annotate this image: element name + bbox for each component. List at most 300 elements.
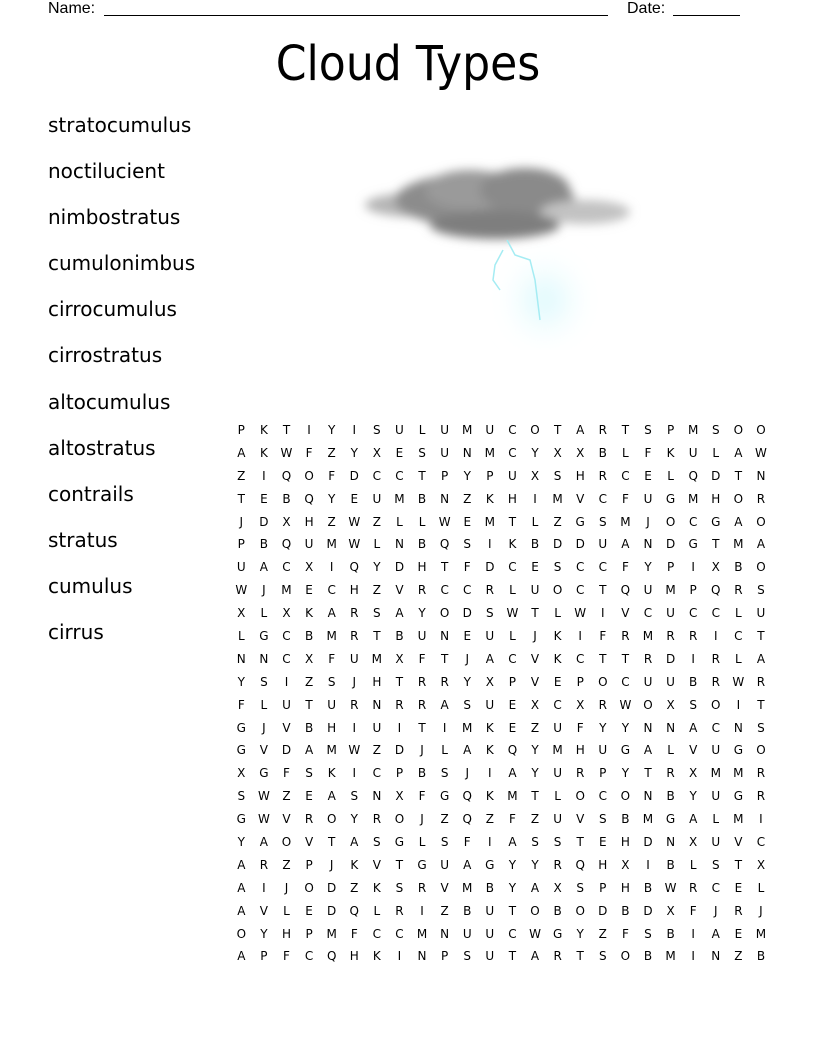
grid-letter[interactable]: X [576,697,585,712]
grid-letter[interactable]: I [578,629,582,644]
grid-letter[interactable]: M [462,423,473,437]
grid-letter[interactable]: M [687,491,699,506]
grid-letter[interactable]: S [553,560,562,575]
grid-letter[interactable]: I [307,423,311,437]
grid-letter[interactable]: H [620,880,630,895]
grid-letter[interactable]: P [508,674,517,689]
grid-letter[interactable]: S [598,514,607,529]
grid-letter[interactable]: T [237,491,245,506]
grid-letter[interactable]: N [394,537,404,552]
grid-letter[interactable]: Q [462,812,472,827]
grid-letter[interactable]: V [530,674,540,689]
grid-letter[interactable]: X [395,651,404,666]
grid-letter[interactable]: X [282,514,291,529]
grid-letter[interactable]: S [553,468,562,483]
grid-letter[interactable]: K [327,766,336,781]
grid-letter[interactable]: G [394,835,405,850]
grid-letter[interactable]: U [236,560,246,575]
grid-letter[interactable]: R [666,629,675,644]
grid-letter[interactable]: H [372,674,382,689]
grid-letter[interactable]: A [304,743,314,758]
grid-letter[interactable]: C [711,720,720,735]
grid-letter[interactable]: L [509,583,516,598]
grid-letter[interactable]: R [756,789,766,804]
grid-letter[interactable]: S [395,880,404,895]
grid-letter[interactable]: Y [237,835,245,850]
grid-letter[interactable]: A [327,789,336,804]
grid-letter[interactable]: I [397,720,402,735]
grid-letter[interactable]: W [348,743,361,758]
grid-letter[interactable]: K [485,743,494,758]
grid-letter[interactable]: R [395,697,404,712]
grid-letter[interactable]: E [260,491,268,506]
grid-letter[interactable]: A [463,857,472,872]
grid-letter[interactable]: R [553,857,562,872]
grid-letter[interactable]: O [552,583,563,598]
grid-letter[interactable]: O [620,949,631,964]
grid-letter[interactable]: U [372,491,382,506]
grid-letter[interactable]: L [237,629,245,644]
grid-letter[interactable]: Q [326,949,337,964]
grid-letter[interactable]: C [508,926,517,941]
grid-letter[interactable]: C [304,949,314,964]
grid-letter[interactable]: C [508,560,517,575]
grid-letter[interactable]: X [689,766,698,781]
grid-letter[interactable]: J [646,514,650,529]
grid-letter[interactable]: V [576,812,585,827]
grid-letter[interactable]: B [756,949,766,964]
grid-letter[interactable]: Z [440,812,449,827]
grid-letter[interactable]: F [644,445,652,460]
grid-letter[interactable]: O [326,812,337,827]
grid-letter[interactable]: E [553,674,562,689]
grid-letter[interactable]: U [485,423,495,437]
grid-letter[interactable]: K [259,445,268,460]
grid-letter[interactable]: M [326,743,337,758]
grid-letter[interactable]: S [237,789,246,804]
grid-letter[interactable]: M [281,583,292,598]
grid-letter[interactable]: M [665,583,676,598]
grid-letter[interactable]: O [643,697,653,712]
grid-letter[interactable]: U [756,606,766,621]
grid-letter[interactable]: T [508,514,517,529]
grid-letter[interactable]: U [462,926,472,941]
grid-letter[interactable]: G [665,491,676,506]
grid-letter[interactable]: N [236,651,246,666]
grid-letter[interactable]: O [394,812,405,827]
grid-letter[interactable]: M [552,491,563,506]
grid-letter[interactable]: O [236,926,247,941]
grid-letter[interactable]: Z [440,903,449,918]
grid-letter[interactable]: U [485,926,495,941]
grid-letter[interactable]: B [553,903,562,918]
grid-letter[interactable]: X [237,606,246,621]
grid-letter[interactable]: E [508,720,517,735]
grid-letter[interactable]: Y [531,743,539,758]
grid-letter[interactable]: S [757,720,765,735]
grid-letter[interactable]: Q [462,789,472,804]
grid-letter[interactable]: Y [373,560,381,575]
grid-letter[interactable]: U [643,583,653,598]
grid-letter[interactable]: F [283,766,290,781]
grid-letter[interactable]: O [756,514,766,529]
grid-letter[interactable]: C [463,583,472,598]
grid-letter[interactable]: I [352,423,357,437]
grid-letter[interactable]: I [397,949,402,964]
grid-letter[interactable]: X [395,789,404,804]
grid-letter[interactable]: R [689,880,698,895]
grid-letter[interactable]: B [734,560,743,575]
grid-letter[interactable]: D [259,514,269,529]
grid-letter[interactable]: R [259,857,269,872]
grid-letter[interactable]: X [372,445,381,460]
grid-letter[interactable]: U [643,491,653,506]
grid-letter[interactable]: Z [530,720,540,735]
grid-letter[interactable]: H [304,514,314,529]
grid-letter[interactable]: S [463,537,472,552]
grid-letter[interactable]: D [349,468,359,483]
grid-letter[interactable]: C [756,835,766,850]
grid-letter[interactable]: U [688,445,698,460]
grid-letter[interactable]: L [554,789,561,804]
grid-letter[interactable]: R [485,583,494,598]
grid-letter[interactable]: O [575,903,585,918]
grid-letter[interactable]: U [598,537,608,552]
grid-letter[interactable]: S [373,423,381,437]
grid-letter[interactable]: U [530,583,540,598]
grid-letter[interactable]: H [327,720,337,735]
grid-letter[interactable]: T [621,423,630,437]
grid-letter[interactable]: Y [350,445,358,460]
grid-letter[interactable]: C [440,583,449,598]
grid-letter[interactable]: I [691,560,695,575]
grid-letter[interactable]: G [733,789,744,804]
grid-letter[interactable]: O [530,423,540,437]
grid-letter[interactable]: K [372,949,381,964]
grid-letter[interactable]: V [395,583,404,598]
grid-letter[interactable]: X [621,857,630,872]
grid-letter[interactable]: W [732,674,745,689]
grid-letter[interactable]: P [599,880,607,895]
grid-letter[interactable]: C [327,583,336,598]
grid-letter[interactable]: F [328,651,336,666]
grid-letter[interactable]: U [485,949,495,964]
grid-letter[interactable]: L [712,812,720,827]
grid-letter[interactable]: G [688,537,698,552]
grid-letter[interactable]: T [305,697,313,712]
grid-letter[interactable]: B [463,903,472,918]
grid-letter[interactable]: Y [463,468,471,483]
grid-letter[interactable]: E [599,835,607,850]
grid-letter[interactable]: A [237,949,246,964]
grid-letter[interactable]: Y [576,926,584,941]
grid-letter[interactable]: V [304,835,314,850]
grid-letter[interactable]: U [485,697,495,712]
grid-letter[interactable]: S [689,697,697,712]
grid-letter[interactable]: Z [350,880,359,895]
grid-letter[interactable]: M [642,812,654,827]
grid-letter[interactable]: T [553,423,562,437]
grid-letter[interactable]: B [259,537,268,552]
grid-letter[interactable]: U [508,468,517,483]
grid-letter[interactable]: R [666,766,675,781]
grid-letter[interactable]: Y [237,674,245,689]
grid-letter[interactable]: F [350,926,358,941]
grid-letter[interactable]: U [711,835,721,850]
grid-letter[interactable]: N [417,949,427,964]
grid-letter[interactable]: C [621,468,630,483]
grid-letter[interactable]: E [350,491,359,506]
grid-letter[interactable]: D [598,903,608,918]
grid-letter[interactable]: O [733,491,744,506]
grid-letter[interactable]: U [666,674,675,689]
grid-letter[interactable]: U [711,743,721,758]
grid-letter[interactable]: Z [304,674,314,689]
grid-letter[interactable]: T [508,903,517,918]
grid-letter[interactable]: L [441,743,448,758]
grid-letter[interactable]: S [463,949,472,964]
grid-letter[interactable]: R [598,697,607,712]
grid-letter[interactable]: P [441,949,449,964]
grid-letter[interactable]: O [756,560,766,575]
grid-letter[interactable]: A [643,743,653,758]
grid-letter[interactable]: T [734,857,743,872]
grid-letter[interactable]: S [260,674,268,689]
grid-letter[interactable]: T [440,651,449,666]
grid-letter[interactable]: B [666,926,675,941]
grid-letter[interactable]: Q [688,468,698,483]
grid-letter[interactable]: X [756,857,766,872]
grid-letter[interactable]: Y [531,445,539,460]
date-field[interactable] [673,15,740,16]
grid-letter[interactable]: M [416,926,428,941]
grid-letter[interactable]: C [282,560,291,575]
grid-letter[interactable]: A [711,926,720,941]
grid-letter[interactable]: I [691,651,695,666]
grid-letter[interactable]: K [508,537,517,552]
grid-letter[interactable]: H [575,743,585,758]
grid-letter[interactable]: P [666,560,675,575]
grid-letter[interactable]: C [576,583,585,598]
grid-letter[interactable]: S [418,445,426,460]
grid-letter[interactable]: J [284,880,289,895]
grid-letter[interactable]: A [734,445,743,460]
grid-letter[interactable]: E [305,903,313,918]
grid-letter[interactable]: I [352,720,357,735]
grid-letter[interactable]: R [440,674,449,689]
grid-letter[interactable]: C [643,606,653,621]
grid-letter[interactable]: R [350,697,359,712]
grid-letter[interactable]: A [395,606,404,621]
grid-letter[interactable]: H [417,560,427,575]
grid-letter[interactable]: R [711,651,720,666]
grid-letter[interactable]: J [329,857,334,872]
grid-letter[interactable]: G [439,789,450,804]
grid-letter[interactable]: P [486,468,494,483]
grid-letter[interactable]: L [373,537,381,552]
grid-letter[interactable]: C [576,560,585,575]
grid-letter[interactable]: C [508,423,517,437]
grid-letter[interactable]: A [576,423,585,437]
grid-letter[interactable]: W [257,789,270,804]
grid-letter[interactable]: G [259,629,269,644]
grid-letter[interactable]: M [665,949,676,964]
grid-letter[interactable]: U [485,629,495,644]
grid-letter[interactable]: W [438,514,451,529]
grid-letter[interactable]: I [691,949,695,964]
grid-letter[interactable]: B [621,812,630,827]
grid-letter[interactable]: W [529,926,541,941]
grid-letter[interactable]: N [756,468,766,483]
grid-letter[interactable]: G [665,812,676,827]
grid-letter[interactable]: M [326,537,337,552]
grid-letter[interactable]: S [305,766,313,781]
grid-letter[interactable]: S [531,835,539,850]
grid-letter[interactable]: A [327,606,336,621]
grid-letter[interactable]: O [620,789,631,804]
grid-letter[interactable]: X [304,560,314,575]
grid-letter[interactable]: L [260,697,268,712]
grid-letter[interactable]: A [350,835,359,850]
grid-letter[interactable]: E [508,697,517,712]
grid-letter[interactable]: C [688,606,698,621]
grid-letter[interactable]: L [418,835,426,850]
grid-letter[interactable]: C [508,445,517,460]
grid-letter[interactable]: O [756,423,766,437]
grid-letter[interactable]: V [282,812,291,827]
grid-letter[interactable]: B [689,674,698,689]
grid-letter[interactable]: F [463,560,471,575]
grid-letter[interactable]: B [598,445,607,460]
grid-letter[interactable]: Q [711,583,721,598]
grid-letter[interactable]: A [530,880,540,895]
grid-letter[interactable]: T [531,789,539,804]
grid-letter[interactable]: R [350,606,359,621]
grid-letter[interactable]: C [598,491,607,506]
grid-letter[interactable]: F [237,697,245,712]
grid-letter[interactable]: G [236,720,246,735]
grid-letter[interactable]: J [533,629,537,644]
grid-letter[interactable]: U [372,720,382,735]
grid-letter[interactable]: E [305,789,313,804]
grid-letter[interactable]: O [711,697,721,712]
grid-letter[interactable]: Y [531,857,539,872]
grid-letter[interactable]: Z [372,743,381,758]
grid-letter[interactable]: R [372,812,382,827]
grid-letter[interactable]: M [733,537,744,552]
grid-letter[interactable]: R [711,674,720,689]
grid-letter[interactable]: G [575,514,585,529]
grid-letter[interactable]: L [712,445,720,460]
grid-letter[interactable]: S [373,835,381,850]
grid-letter[interactable]: B [282,491,291,506]
grid-letter[interactable]: T [282,423,291,437]
grid-letter[interactable]: C [688,514,698,529]
grid-letter[interactable]: A [756,651,766,666]
grid-letter[interactable]: S [598,812,607,827]
grid-letter[interactable]: I [691,926,695,941]
grid-letter[interactable]: L [757,880,765,895]
grid-letter[interactable]: B [666,857,675,872]
grid-letter[interactable]: A [621,537,630,552]
grid-letter[interactable]: R [643,651,653,666]
grid-letter[interactable]: T [712,537,720,552]
grid-letter[interactable]: P [237,537,245,552]
grid-letter[interactable]: O [304,468,314,483]
grid-letter[interactable]: C [711,606,720,621]
grid-letter[interactable]: T [395,857,404,872]
grid-letter[interactable]: O [756,743,766,758]
grid-letter[interactable]: U [666,606,675,621]
grid-letter[interactable]: Q [620,583,631,598]
grid-letter[interactable]: Y [644,560,652,575]
grid-letter[interactable]: M [484,514,495,529]
grid-letter[interactable]: T [576,835,584,850]
grid-letter[interactable]: K [553,651,562,666]
grid-letter[interactable]: A [734,514,743,529]
grid-letter[interactable]: C [282,651,291,666]
grid-letter[interactable]: V [282,720,291,735]
grid-letter[interactable]: M [326,926,337,941]
grid-letter[interactable]: L [531,514,539,529]
grid-letter[interactable]: U [553,812,562,827]
grid-letter[interactable]: X [711,560,720,575]
grid-letter[interactable]: D [552,537,563,552]
grid-letter[interactable]: X [304,651,314,666]
grid-letter[interactable]: V [372,857,381,872]
grid-letter[interactable]: Y [260,926,268,941]
grid-letter[interactable]: T [395,674,404,689]
grid-letter[interactable]: A [237,857,246,872]
grid-letter[interactable]: K [485,720,494,735]
grid-letter[interactable]: Z [237,468,246,483]
grid-letter[interactable]: N [666,720,676,735]
grid-letter[interactable]: I [488,835,492,850]
grid-letter[interactable]: Q [349,903,359,918]
grid-letter[interactable]: Z [327,514,336,529]
grid-letter[interactable]: P [599,766,607,781]
grid-letter[interactable]: V [440,880,449,895]
grid-letter[interactable]: T [621,651,630,666]
grid-letter[interactable]: F [621,560,629,575]
grid-letter[interactable]: A [237,445,246,460]
grid-letter[interactable]: N [440,491,450,506]
grid-letter[interactable]: K [350,857,359,872]
grid-letter[interactable]: X [576,445,585,460]
grid-letter[interactable]: I [284,674,289,689]
grid-letter[interactable]: V [621,606,630,621]
grid-letter[interactable]: O [281,835,292,850]
grid-letter[interactable]: A [259,835,268,850]
grid-letter[interactable]: I [759,812,763,827]
grid-letter[interactable]: Z [734,949,743,964]
grid-letter[interactable]: Q [439,537,450,552]
grid-letter[interactable]: U [553,720,562,735]
grid-letter[interactable]: S [711,423,720,437]
grid-letter[interactable]: P [305,926,313,941]
grid-letter[interactable]: M [687,423,699,437]
grid-letter[interactable]: U [711,789,721,804]
grid-letter[interactable]: U [349,651,359,666]
grid-letter[interactable]: A [508,766,517,781]
grid-letter[interactable]: A [440,697,449,712]
grid-letter[interactable]: F [599,629,607,644]
grid-letter[interactable]: C [711,880,720,895]
grid-letter[interactable]: L [283,903,290,918]
grid-letter[interactable]: N [259,651,269,666]
grid-letter[interactable]: T [599,651,607,666]
grid-letter[interactable]: O [598,674,608,689]
